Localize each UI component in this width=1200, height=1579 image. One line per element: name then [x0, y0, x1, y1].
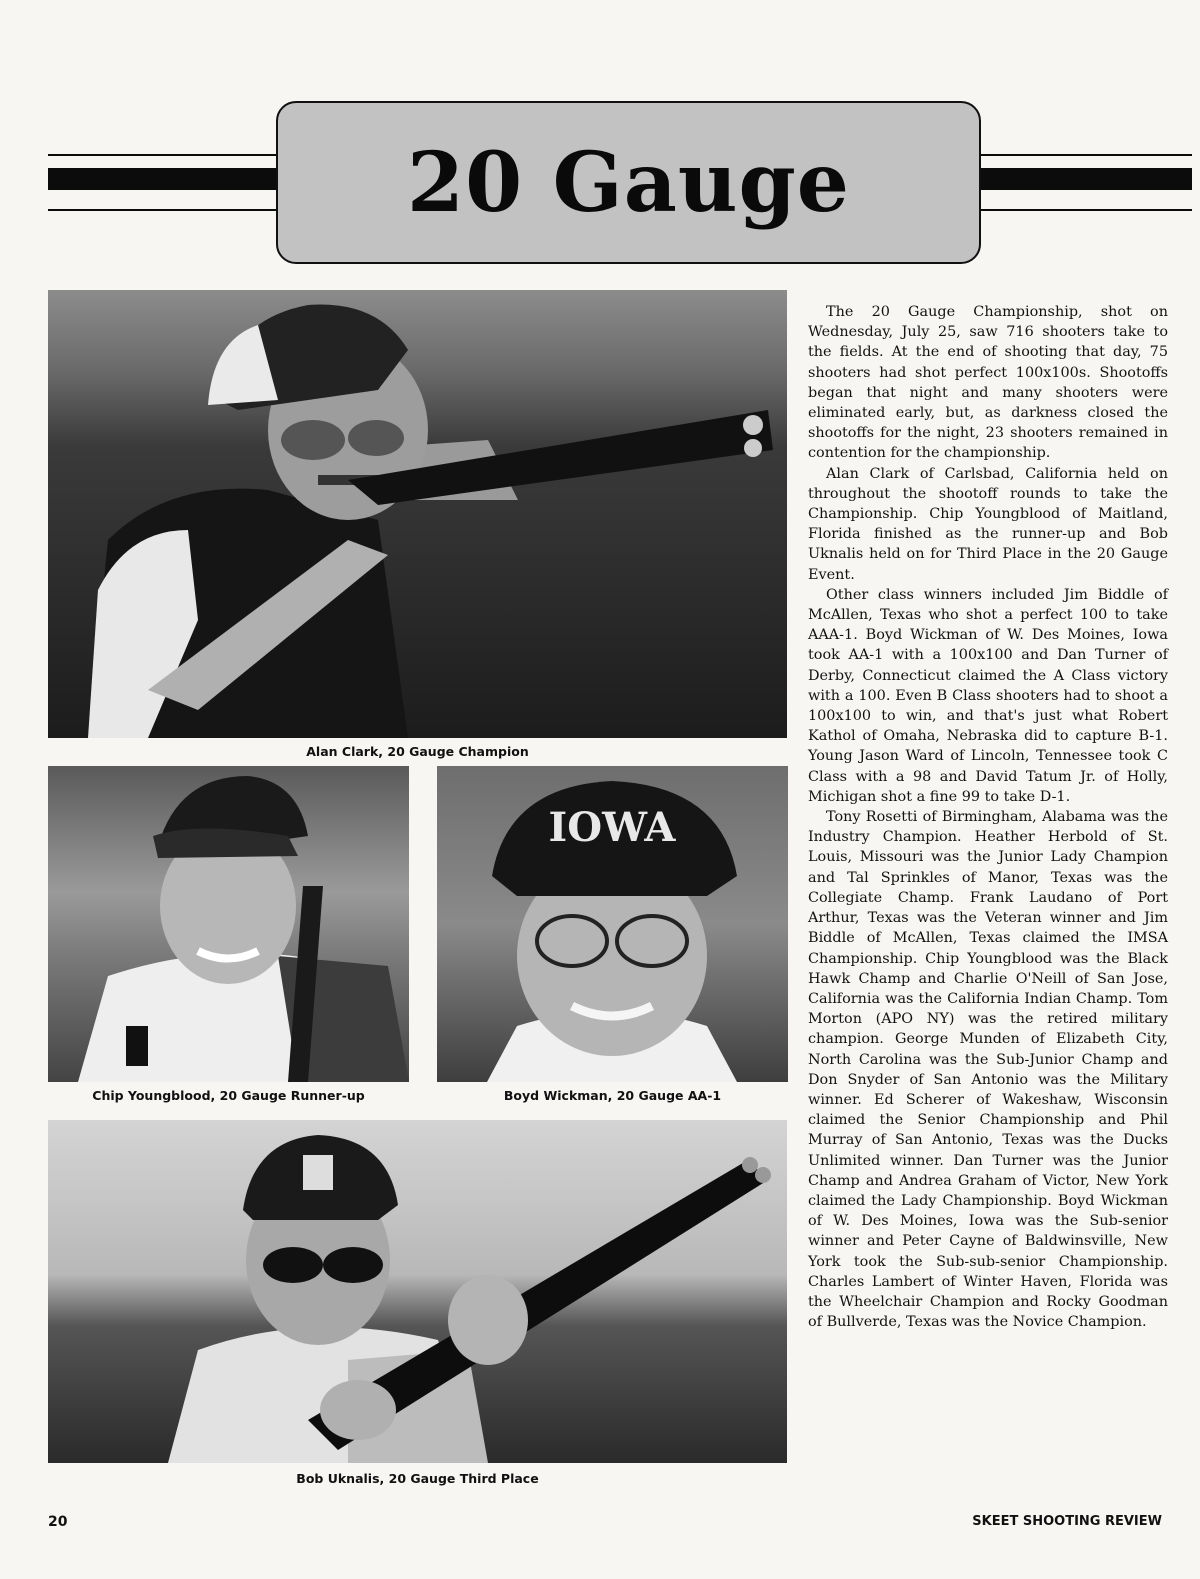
photo-bob-uknalis [48, 1120, 787, 1463]
page-number: 20 [48, 1514, 68, 1530]
photo-alan-clark [48, 290, 787, 738]
header-rule-left-thin-top [48, 154, 277, 156]
photo-boyd-wickman [437, 766, 788, 1082]
header-rule-right-thin-top [980, 154, 1192, 156]
title-box [276, 101, 981, 264]
article-paragraph-4: Tony Rosetti of Birmingham, Alabama was the Industry Champion. Heather Herbold of St. Louis, Missouri was the Junior Lady Champion and Tal Sprinkles of Manor, Texas was the Collegiate Champ. Frank Laudano of Port Arthur, Texas was the Veteran winner and Jim Biddle of McAllen, Texas claimed the IMSA Championship. Chip Youngblood was the Black Hawk Champ and Charlie O'Neill of San Jose, California was the California Indian Champ. Tom Morton (APO NY) was the retired military champion. George Munden of Elizabeth City, North Carolina was the Sub-Junior Champ and Don Snyder of San Antonio was the Military winner. Ed Scherer of Wakeshaw, Wisconsin claimed the Senior Championship and Phil Murray of San Antonio, Texas was the Ducks Unlimited winner. Dan Turner was the Junior Champ and Andrea Graham of Victor, New York claimed the Lady Championship. Boyd Wickman of W. Des Moines, Iowa was the Sub-senior winner and Peter Cayne of Baldwinsville, New York took the Sub-sub-senior Championship. Charles Lambert of Winter Haven, Florida was the Wheelchair Champion and Rocky Goodman of Bullverde, Texas was the Novice Champion. [808, 809, 1168, 1331]
photo-caption-alan-clark: Alan Clark, 20 Gauge Champion [306, 744, 529, 759]
header-rule-left-thin-bottom [48, 209, 277, 211]
article-paragraph-1: The 20 Gauge Championship, shot on Wednesday, July 25, saw 716 shooters take to the fields. At the end of shooting that day, 75 shooters had shot perfect 100x100s. Shootoffs began that night and many shooters were eliminated early, but, as darkness closed the shootoffs for the night, 23 shooters remained in contention for the championship. [808, 304, 1168, 462]
photo-caption-boyd-wickman: Boyd Wickman, 20 Gauge AA-1 [503, 1088, 722, 1103]
header-rule-right-thin-bottom [980, 209, 1192, 211]
cap-lettering: IOWA [548, 804, 676, 851]
page-title: 20 Gauge [407, 134, 850, 231]
photo-caption-chip-youngblood: Chip Youngblood, 20 Gauge Runner-up [92, 1088, 365, 1103]
header-rule-left-thick [48, 168, 277, 190]
header-rule-right-thick [980, 168, 1192, 190]
article-paragraph-3: Other class winners included Jim Biddle of McAllen, Texas who shot a perfect 100 to take AAA-1. Boyd Wickman of W. Des Moines, Iowa took AA-1 with a 100x100 and Dan Turner of Derby, Connecticut claimed the A Class victory with a 100. Even B Class shooters had to shoot a 100x100 to win, and that's just what Robert Kathol of Omaha, Nebraska did to capture B-1. Young Jason Ward of Lincoln, Tennessee took C Class with a 98 and David Tatum Jr. of Holly, Michigan shot a fine 99 to take D-1. [808, 586, 1168, 805]
article-body [808, 302, 1168, 1332]
photo-chip-youngblood [48, 766, 409, 1082]
article-paragraph-2: Alan Clark of Carlsbad, California held on throughout the shootoff rounds to take the Championship. Chip Youngblood of Maitland, Florida finished as the runner-up and Bob Uknalis held on for Third Place in the 20 Gauge Event. [808, 465, 1168, 583]
publication-name: SKEET SHOOTING REVIEW [972, 1514, 1162, 1529]
photo-caption-bob-uknalis: Bob Uknalis, 20 Gauge Third Place [296, 1471, 539, 1486]
